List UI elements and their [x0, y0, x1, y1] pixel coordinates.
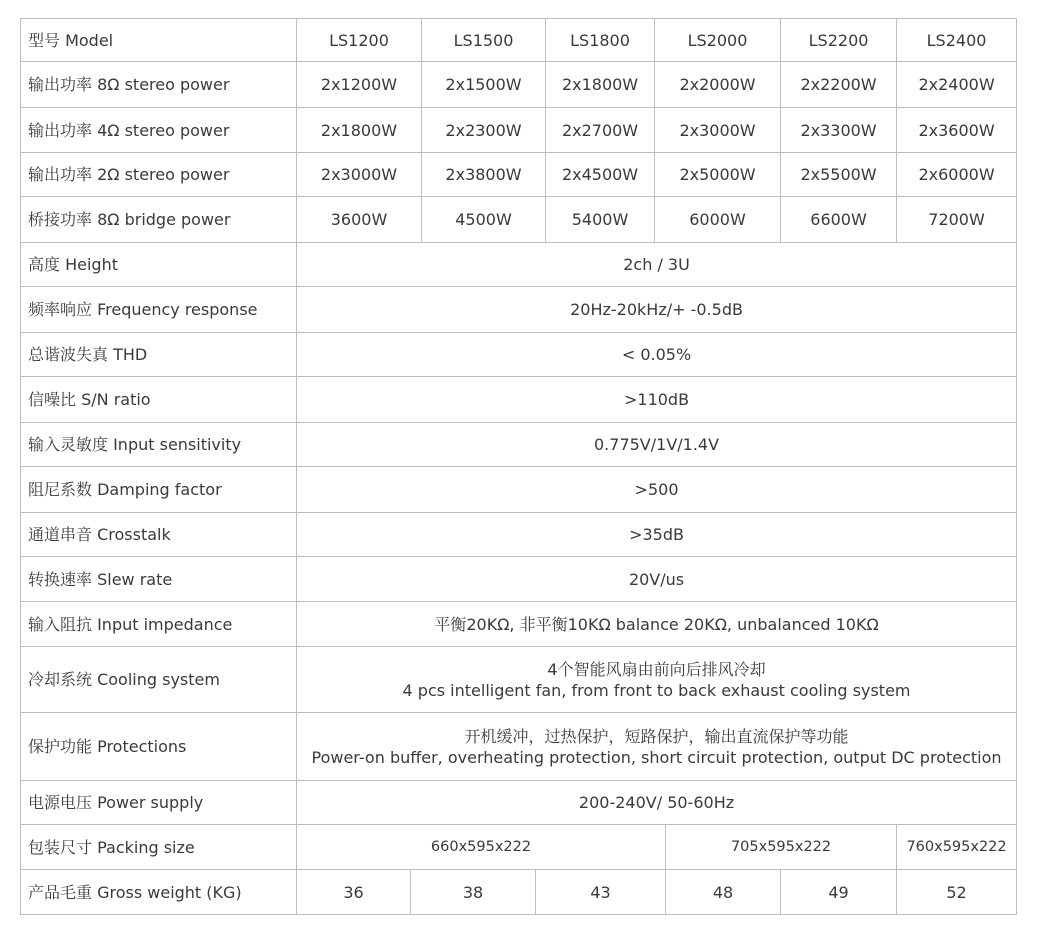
label-power-4ohm: 输出功率 4Ω stereo power [21, 108, 297, 153]
value-damping-factor: >500 [297, 467, 1017, 513]
label-power-supply: 电源电压 Power supply [21, 781, 297, 825]
label-gross-weight: 产品毛重 Gross weight (KG) [21, 870, 297, 915]
label-power-2ohm: 输出功率 2Ω stereo power [21, 153, 297, 197]
label-bridge-power: 桥接功率 8Ω bridge power [21, 197, 297, 243]
label-sn-ratio: 信噪比 S/N ratio [21, 377, 297, 423]
cell-power4-4: 2x3000W [655, 108, 781, 153]
cooling-line-english: 4 pcs intelligent fan, from front to back exhaust cooling system [402, 680, 911, 700]
row-protections [21, 713, 1017, 781]
cell-weight-6: 52 [897, 870, 1017, 915]
row-gross-weight [21, 870, 1017, 915]
cell-packing-3: 760x595x222 [897, 825, 1017, 870]
cell-power4-1: 2x1800W [297, 108, 422, 153]
row-power-4ohm [21, 108, 1017, 153]
row-frequency-response [21, 287, 1017, 333]
row-packing-size [21, 825, 1017, 870]
value-slew-rate: 20V/us [297, 557, 1017, 602]
cell-model-5: LS2200 [781, 19, 897, 62]
value-crosstalk: >35dB [297, 513, 1017, 557]
cell-weight-3: 43 [536, 870, 666, 915]
cell-model-2: LS1500 [422, 19, 546, 62]
value-input-impedance: 平衡20KΩ, 非平衡10KΩ balance 20KΩ, unbalanced 10KΩ [297, 602, 1017, 647]
row-power-8ohm [21, 62, 1017, 108]
row-slew-rate [21, 557, 1017, 602]
cell-bridge-5: 6600W [781, 197, 897, 243]
label-packing-size: 包装尺寸 Packing size [21, 825, 297, 870]
label-input-impedance: 输入阻抗 Input impedance [21, 602, 297, 647]
value-frequency-response: 20Hz-20kHz/+ -0.5dB [297, 287, 1017, 333]
cell-power8-4: 2x2000W [655, 62, 781, 108]
label-thd: 总谐波失真 THD [21, 333, 297, 377]
label-height: 高度 Height [21, 243, 297, 287]
value-thd: < 0.05% [297, 333, 1017, 377]
cell-bridge-2: 4500W [422, 197, 546, 243]
label-crosstalk: 通道串音 Crosstalk [21, 513, 297, 557]
label-power-8ohm: 输出功率 8Ω stereo power [21, 62, 297, 108]
cell-power4-6: 2x3600W [897, 108, 1017, 153]
value-input-sensitivity: 0.775V/1V/1.4V [297, 423, 1017, 467]
row-thd [21, 333, 1017, 377]
value-sn-ratio: >110dB [297, 377, 1017, 423]
value-cooling-system [297, 647, 1017, 713]
protections-line-chinese: 开机缓冲，过热保护，短路保护，输出直流保护等功能 [464, 726, 849, 746]
cell-power4-2: 2x2300W [422, 108, 546, 153]
row-bridge-power [21, 197, 1017, 243]
row-power-2ohm [21, 153, 1017, 197]
row-height [21, 243, 1017, 287]
cell-power2-3: 2x4500W [546, 153, 655, 197]
cell-power2-1: 2x3000W [297, 153, 422, 197]
cell-model-3: LS1800 [546, 19, 655, 62]
cell-power8-3: 2x1800W [546, 62, 655, 108]
cell-power4-5: 2x3300W [781, 108, 897, 153]
label-input-sensitivity: 输入灵敏度 Input sensitivity [21, 423, 297, 467]
label-protections: 保护功能 Protections [21, 713, 297, 781]
cell-bridge-4: 6000W [655, 197, 781, 243]
cell-packing-1: 660x595x222 [297, 825, 666, 870]
row-model [21, 19, 1017, 62]
cell-power8-1: 2x1200W [297, 62, 422, 108]
cell-model-6: LS2400 [897, 19, 1017, 62]
row-sn-ratio [21, 377, 1017, 423]
spec-table [20, 18, 1017, 915]
cell-model-4: LS2000 [655, 19, 781, 62]
cell-power2-2: 2x3800W [422, 153, 546, 197]
label-frequency-response: 频率响应 Frequency response [21, 287, 297, 333]
row-damping-factor [21, 467, 1017, 513]
cell-weight-2: 38 [411, 870, 536, 915]
cell-packing-2: 705x595x222 [666, 825, 897, 870]
protections-line-english: Power-on buffer, overheating protection, short circuit protection, output DC protection [311, 747, 1002, 767]
value-power-supply: 200-240V/ 50-60Hz [297, 781, 1017, 825]
cell-weight-1: 36 [297, 870, 411, 915]
cell-bridge-1: 3600W [297, 197, 422, 243]
row-input-impedance [21, 602, 1017, 647]
row-power-supply [21, 781, 1017, 825]
cell-power8-2: 2x1500W [422, 62, 546, 108]
cell-power2-6: 2x6000W [897, 153, 1017, 197]
value-height: 2ch / 3U [297, 243, 1017, 287]
label-damping-factor: 阻尼系数 Damping factor [21, 467, 297, 513]
cooling-line-chinese: 4个智能风扇由前向后排风冷却 [547, 659, 766, 679]
cell-bridge-6: 7200W [897, 197, 1017, 243]
cell-power4-3: 2x2700W [546, 108, 655, 153]
cell-model-1: LS1200 [297, 19, 422, 62]
cell-bridge-3: 5400W [546, 197, 655, 243]
label-slew-rate: 转换速率 Slew rate [21, 557, 297, 602]
value-protections [297, 713, 1017, 781]
row-cooling-system [21, 647, 1017, 713]
cell-weight-5: 49 [781, 870, 897, 915]
cell-power8-5: 2x2200W [781, 62, 897, 108]
cell-power8-6: 2x2400W [897, 62, 1017, 108]
cell-power2-5: 2x5500W [781, 153, 897, 197]
row-input-sensitivity [21, 423, 1017, 467]
row-crosstalk [21, 513, 1017, 557]
label-cooling-system: 冷却系统 Cooling system [21, 647, 297, 713]
label-model: 型号 Model [21, 19, 297, 62]
cell-power2-4: 2x5000W [655, 153, 781, 197]
cell-weight-4: 48 [666, 870, 781, 915]
